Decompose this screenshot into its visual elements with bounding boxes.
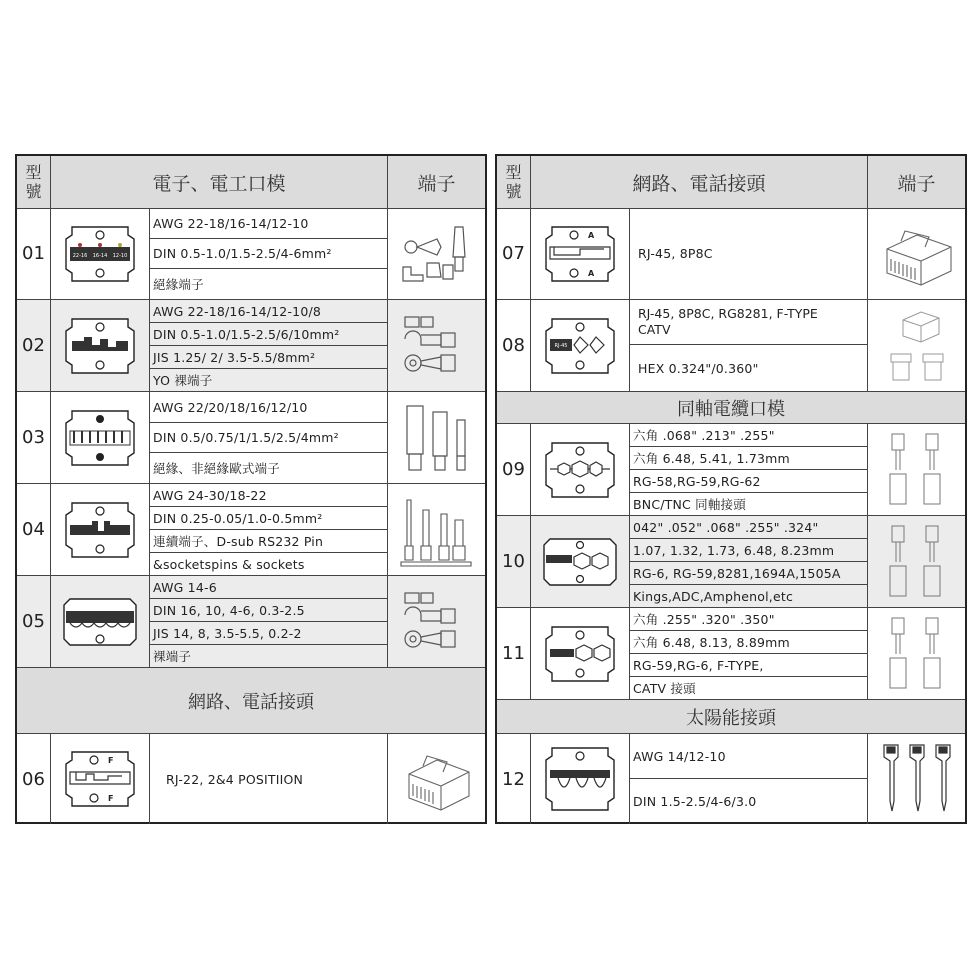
spec-line: CATV 接頭 (633, 681, 696, 696)
crimp-die-icon (51, 300, 150, 391)
ferrule-terminal-icon (388, 392, 485, 483)
spec-line: AWG 22/20/18/16/12/10 (150, 392, 387, 423)
table-header (497, 156, 965, 209)
table-header (17, 156, 485, 209)
table-row (497, 424, 965, 516)
rj-hex-connector-icon (868, 300, 965, 391)
table-row (17, 300, 485, 392)
spec-line: 絕緣、非絕緣歐式端子 (153, 461, 281, 476)
crimp-die-icon (531, 734, 630, 824)
spec-line: HEX 0.324"/0.360" (638, 360, 759, 376)
header-title: 網路、電話接頭 (531, 156, 868, 208)
spec-line: 六角 6.48, 5.41, 1.73mm (630, 447, 867, 470)
spec-cell (150, 392, 388, 483)
table-row (497, 608, 965, 700)
right-spec-table (495, 154, 967, 824)
spec-line: &socketspins & sockets (153, 556, 305, 572)
section-heading: 網路、電話接頭 (17, 668, 485, 734)
spec-line: 裸端子 (153, 649, 192, 664)
ring-terminal-icon (388, 300, 485, 391)
crimp-die-icon (51, 208, 150, 299)
solar-terminal-icon (868, 734, 965, 824)
coax-connector-icon (868, 424, 965, 515)
spec-line: 六角 .255" .320" .350" (630, 608, 867, 631)
die-label: A (588, 268, 595, 278)
header-type (17, 156, 51, 208)
crimp-die-icon (51, 576, 150, 667)
crimp-die-icon (531, 300, 630, 391)
spec-line: YO 裸端子 (153, 373, 213, 388)
spec-line: DIN 0.25-0.05/1.0-0.5mm² (150, 507, 387, 530)
header-type-char-2: 號 (25, 182, 42, 201)
section-heading: 太陽能接頭 (497, 700, 965, 734)
die-label: F (108, 794, 114, 803)
spec-line: Kings,ADC,Amphenol,etc (633, 588, 794, 604)
spec-line: RG-59,RG-6, F-TYPE, (630, 654, 867, 677)
insulated-terminal-icon (388, 208, 485, 299)
spec-line: AWG 24-30/18-22 (150, 484, 387, 507)
spec-line: RG-58,RG-59,RG-62 (630, 470, 867, 493)
spec-line: JIS 14, 8, 3.5-5.5, 0.2-2 (150, 622, 387, 645)
die-label: RJ-45 (554, 342, 568, 349)
row-number: 08 (497, 300, 531, 391)
row-number: 01 (17, 208, 51, 299)
spec-cell (150, 576, 388, 667)
spec-line: AWG 22-18/16-14/12-10 (150, 208, 387, 239)
spec-cell (630, 734, 868, 824)
header-type-char-1: 型 (25, 163, 42, 182)
spec-line: JIS 1.25/ 2/ 3.5-5.5/8mm² (150, 346, 387, 369)
spec-line: DIN 16, 10, 4-6, 0.3-2.5 (150, 599, 387, 622)
crimp-die-icon (531, 424, 630, 515)
row-number: 04 (17, 484, 51, 575)
die-label: 12-10 (112, 252, 128, 259)
rj-connector-icon (868, 208, 965, 299)
crimp-die-icon (531, 208, 630, 299)
dsub-pin-terminal-icon (388, 484, 485, 575)
table-row (497, 208, 965, 300)
die-label: 16-14 (92, 252, 108, 259)
spec-cell (630, 300, 868, 391)
crimp-die-icon (531, 608, 630, 699)
spec-line-group (630, 300, 867, 345)
row-number: 07 (497, 208, 531, 299)
row-number: 02 (17, 300, 51, 391)
header-terminal: 端子 (897, 172, 936, 195)
header-terminal: 端子 (417, 172, 456, 195)
crimp-die-icon (51, 734, 150, 824)
spec-cell (150, 300, 388, 391)
spec-line: BNC/TNC 同軸接頭 (633, 497, 746, 512)
header-type (497, 156, 531, 208)
spec-cell (150, 208, 388, 299)
spec-cell (150, 734, 388, 824)
spec-line: RJ-45, 8P8C, RG8281, F-TYPE (638, 306, 818, 321)
spec-cell (630, 516, 868, 607)
row-number: 03 (17, 392, 51, 483)
spec-line: 六角 6.48, 8.13, 8.89mm (630, 631, 867, 654)
f-type-connector-icon (868, 608, 965, 699)
spec-cell (630, 608, 868, 699)
spec-line: 六角 .068" .213" .255" (630, 424, 867, 447)
table-row (17, 392, 485, 484)
spec-line: RJ-22, 2&4 POSITIION (166, 771, 304, 787)
crimp-die-icon (51, 484, 150, 575)
left-spec-table (15, 154, 487, 824)
rj-connector-icon (388, 734, 485, 824)
table-row (497, 300, 965, 392)
crimp-die-icon (51, 392, 150, 483)
coax-connector-icon (868, 516, 965, 607)
spec-line: 絕緣端子 (153, 277, 204, 292)
header-type-char-1: 型 (505, 163, 522, 182)
row-number: 06 (17, 734, 51, 824)
row-number: 11 (497, 608, 531, 699)
die-label: 22-16 (72, 252, 88, 259)
die-label: A (588, 230, 595, 240)
spec-line: 連續端子、D-sub RS232 Pin (150, 530, 387, 553)
table-row (17, 576, 485, 668)
row-number: 10 (497, 516, 531, 607)
spec-cell (150, 484, 388, 575)
spec-cell (630, 424, 868, 515)
spec-line: DIN 0.5-1.0/1.5-2.5/6/10mm² (150, 323, 387, 346)
spec-cell (630, 208, 868, 299)
spec-line: AWG 14/12-10 (630, 734, 867, 779)
table-row (17, 484, 485, 576)
spec-line: CATV (638, 322, 671, 337)
header-title: 電子、電工口模 (51, 156, 388, 208)
row-number: 05 (17, 576, 51, 667)
table-row (17, 208, 485, 300)
table-row (497, 516, 965, 608)
spec-line: AWG 14-6 (150, 576, 387, 599)
header-type-char-2: 號 (505, 182, 522, 201)
row-number: 12 (497, 734, 531, 824)
spec-line: DIN 0.5-1.0/1.5-2.5/4-6mm² (150, 239, 387, 269)
crimp-die-icon (531, 516, 630, 607)
spec-line: RJ-45, 8P8C (638, 246, 713, 261)
bare-terminal-icon (388, 576, 485, 667)
spec-line: RG-6, RG-59,8281,1694A,1505A (630, 562, 867, 585)
spec-line: 1.07, 1.32, 1.73, 6.48, 8.23mm (630, 539, 867, 562)
die-label: F (108, 756, 114, 765)
spec-line: AWG 22-18/16-14/12-10/8 (150, 300, 387, 323)
spec-line: DIN 0.5/0.75/1/1.5/2.5/4mm² (150, 423, 387, 453)
spec-line: DIN 1.5-2.5/4-6/3.0 (633, 794, 757, 809)
spec-line: 042" .052" .068" .255" .324" (630, 516, 867, 539)
table-row (497, 734, 965, 824)
table-row (17, 734, 485, 824)
row-number: 09 (497, 424, 531, 515)
section-heading: 同軸電纜口模 (497, 392, 965, 424)
